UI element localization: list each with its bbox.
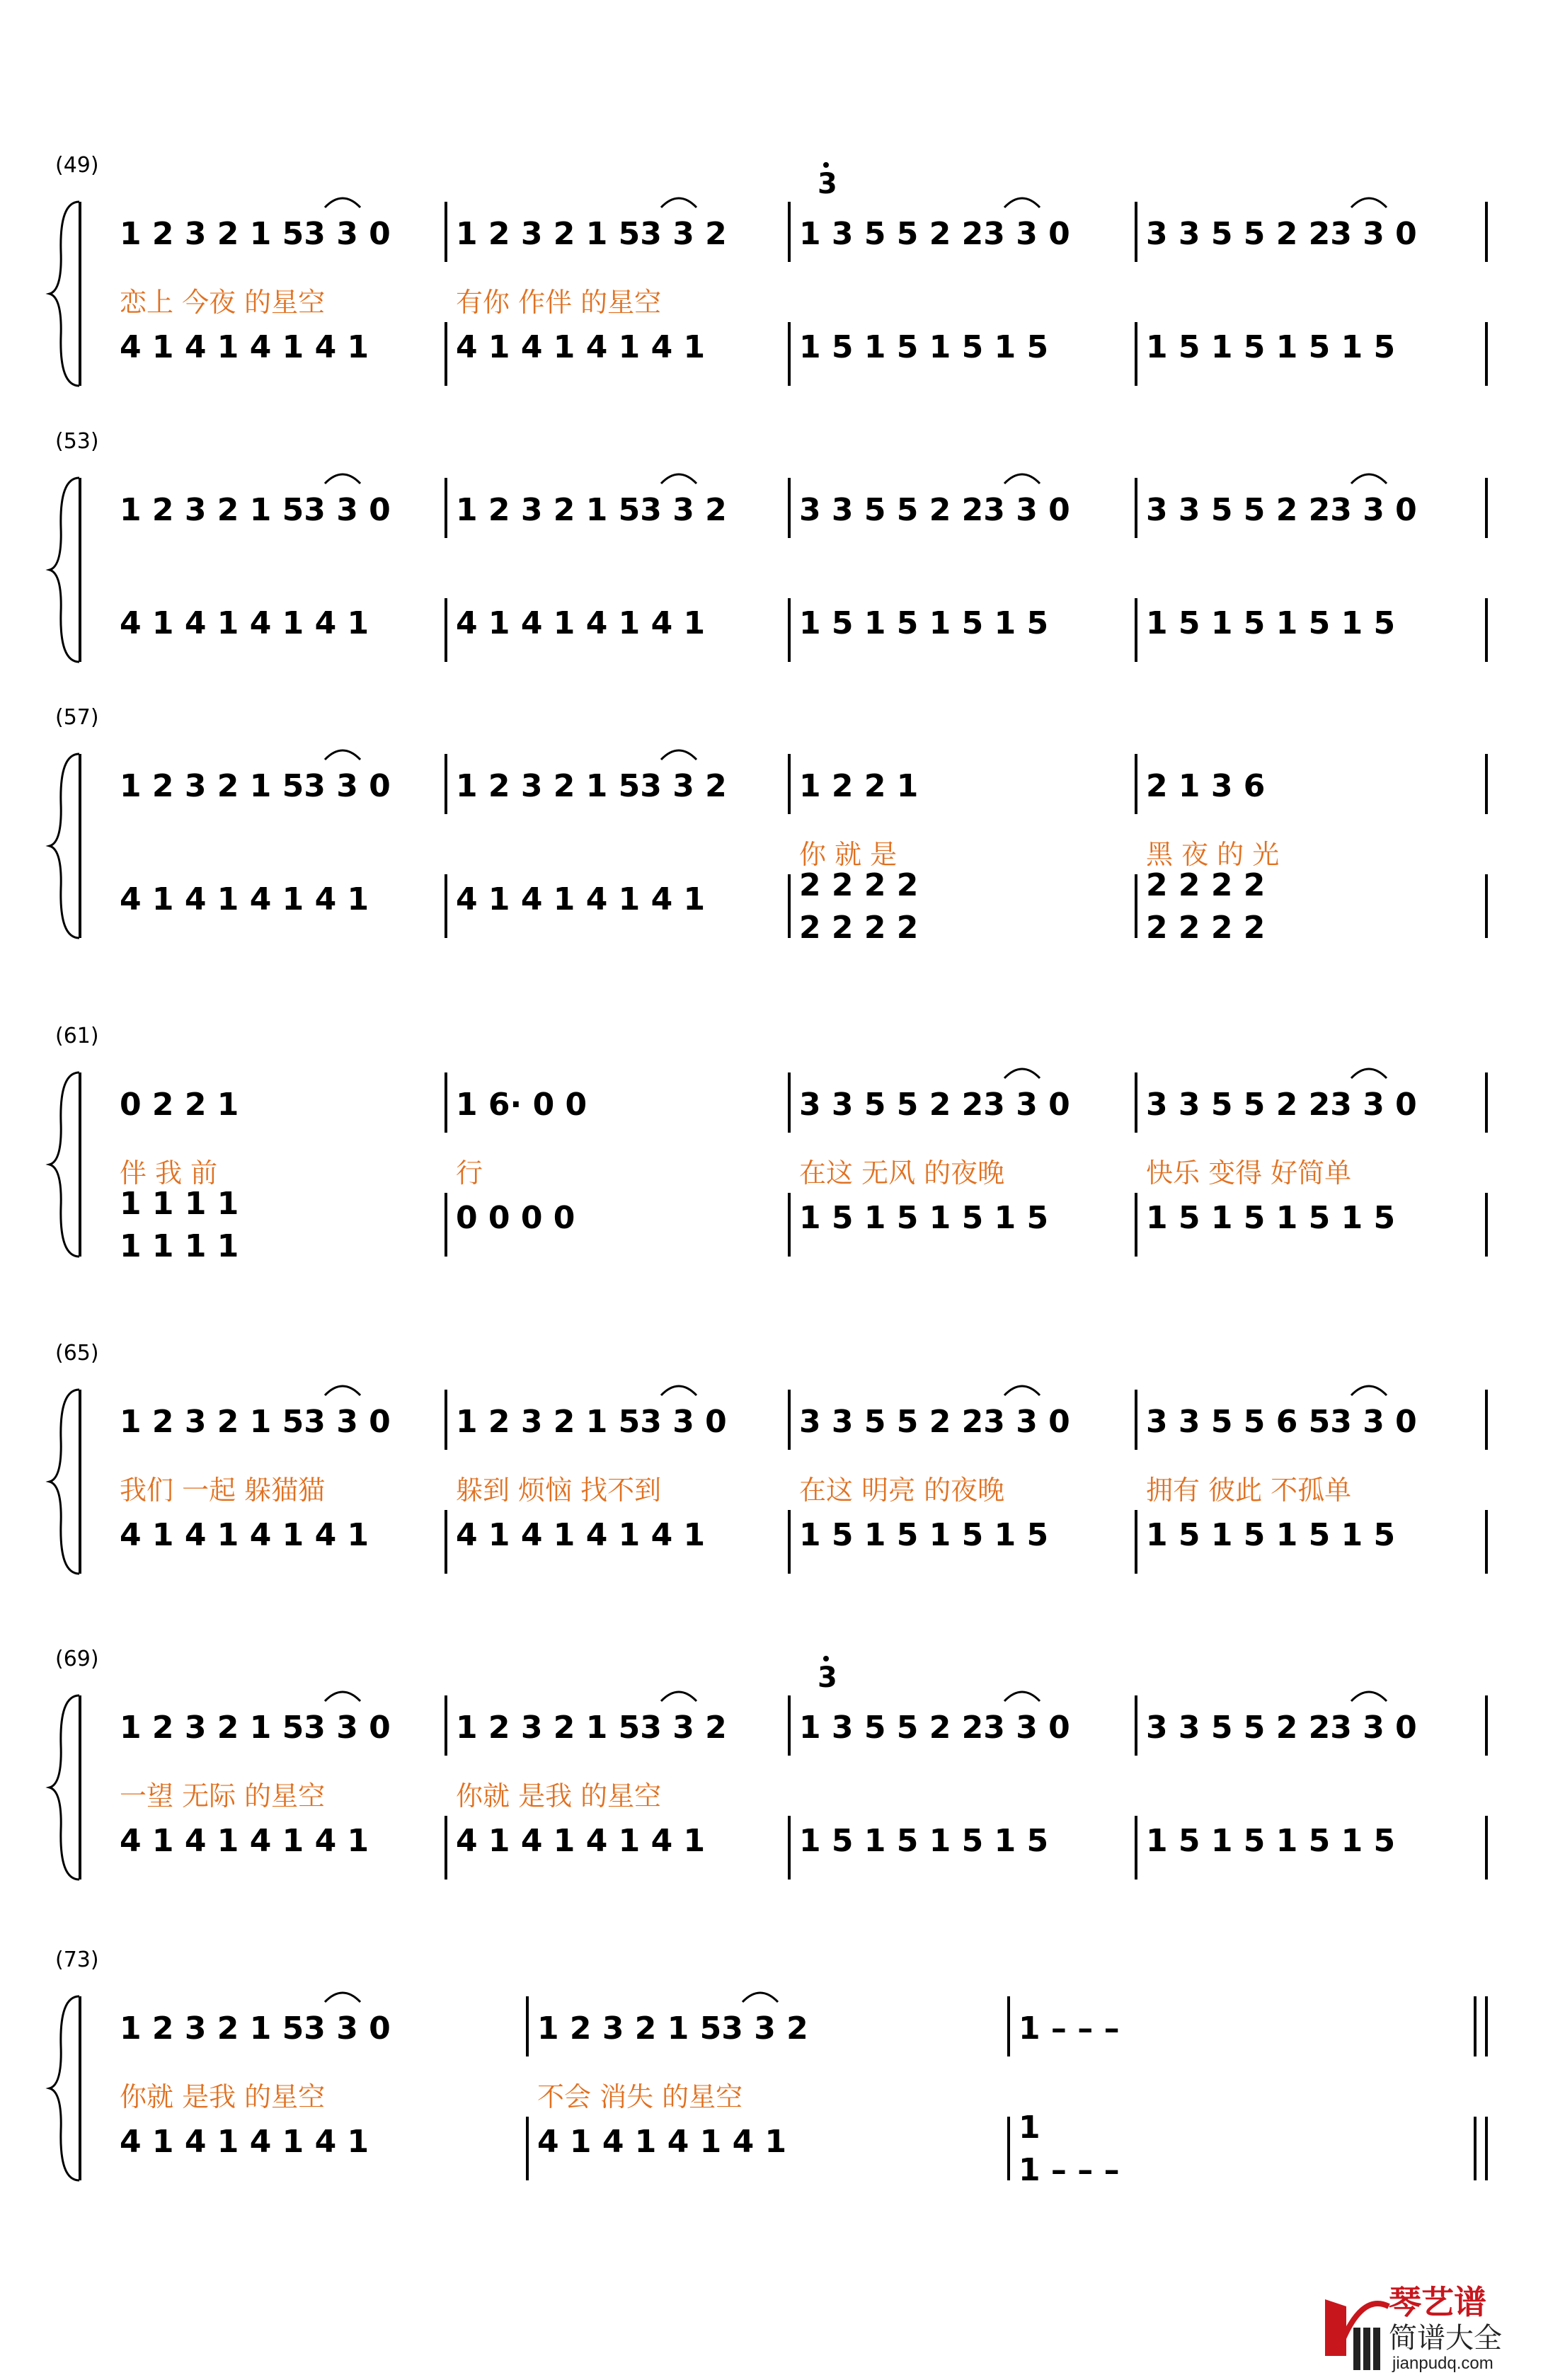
bass-notes-upper: 1 [1019,2110,1040,2146]
melody-notes: 0 2 2 1 [120,1087,239,1123]
tie-arc [325,750,360,760]
melody-notes: 1 2 3 2 1 53 3 0 [120,768,391,804]
lyric-line: 在这 明亮 的夜晚 [799,1475,1005,1506]
melody-notes: 1 2 3 2 1 53 3 0 [120,2010,391,2047]
tie-arc [325,1993,360,2002]
tie-arc [1004,474,1040,484]
system-brace [50,1996,79,2180]
system-brace [50,1695,79,1880]
melody-notes: 1 2 3 2 1 53 3 0 [120,1710,391,1746]
tie-arc [661,1386,696,1395]
watermark-logo [1318,2278,1544,2374]
lyric-line: 你就 是我 的星空 [456,1780,662,1812]
lyric-line: 行 [456,1157,483,1189]
lyric-line: 有你 作伴 的星空 [456,287,662,318]
watermark-name: 简谱大全 [1389,2323,1502,2354]
melody-notes: 3 3 5 5 2 23 3 0 [799,1404,1070,1440]
lyric-line: 拥有 彼此 不孤单 [1146,1475,1352,1506]
melody-notes: 1 3 5 5 2 23 3 0 [799,1710,1070,1746]
bass-notes: 4 1 4 1 4 1 4 1 [120,1823,369,1859]
tie-arc [743,1993,778,2002]
measure-number-label: (73) [55,1947,99,1972]
bass-notes: 1 5 1 5 1 5 1 5 [1146,1823,1396,1859]
tie-arc [1351,1692,1387,1701]
bass-notes: 1 1 1 1 [120,1228,239,1264]
melody-notes: 1 2 2 1 [799,768,919,804]
lyric-line: 恋上 今夜 的星空 [120,287,326,318]
tie-arc [1351,1386,1387,1395]
bass-notes: 2 2 2 2 [1146,910,1266,946]
bass-notes: 4 1 4 1 4 1 4 1 [537,2124,787,2160]
system-brace [50,478,79,662]
lyric-line: 躲到 烦恼 找不到 [456,1475,662,1506]
bass-notes-upper: 1 1 1 1 [120,1186,239,1222]
tie-arc [661,1692,696,1701]
bass-notes-upper: 2 2 2 2 [1146,867,1266,903]
melody-notes: 1 3 5 5 2 23 3 0 [799,216,1070,252]
tie-arc [661,474,696,484]
lyric-line: 你就 是我 的星空 [120,2081,326,2112]
lyric-line: 在这 无风 的夜晚 [799,1157,1005,1189]
tie-arc [661,750,696,760]
tie-arc [1004,198,1040,207]
melody-notes: 1 2 3 2 1 53 3 2 [456,492,727,528]
bass-notes: 4 1 4 1 4 1 4 1 [120,605,369,641]
tie-arc [1351,474,1387,484]
bass-notes: 4 1 4 1 4 1 4 1 [120,881,369,917]
octave-dot [823,1656,829,1661]
melody-notes: 1 2 3 2 1 53 3 0 [456,1404,727,1440]
melody-notes: 1 2 3 2 1 53 3 0 [120,216,391,252]
melody-notes: 1 2 3 2 1 53 3 2 [456,216,727,252]
upper-note: 3 [818,168,837,200]
melody-notes: 1 – – – [1019,2010,1120,2047]
melody-notes: 1 2 3 2 1 53 3 0 [120,492,391,528]
measure-number-label: (57) [55,705,99,730]
melody-notes: 1 6· 0 0 [456,1087,587,1123]
measure-number-label: (69) [55,1647,99,1671]
lyric-line: 不会 消失 的星空 [537,2081,743,2112]
measure-number-label: (53) [55,429,99,454]
melody-notes: 3 3 5 5 2 23 3 0 [1146,1710,1417,1746]
measure-number-label: (65) [55,1341,99,1366]
piano-logo-icon [1318,2278,1544,2374]
tie-arc [661,198,696,207]
bass-notes-upper: 2 2 2 2 [799,867,919,903]
bass-notes: 1 5 1 5 1 5 1 5 [799,605,1049,641]
bass-notes: 4 1 4 1 4 1 4 1 [120,2124,369,2160]
melody-notes: 3 3 5 5 2 23 3 0 [1146,492,1417,528]
melody-notes: 3 3 5 5 2 23 3 0 [799,1087,1070,1123]
bass-notes: 1 5 1 5 1 5 1 5 [799,1517,1049,1553]
tie-arc [1004,1386,1040,1395]
melody-notes: 3 3 5 5 2 23 3 0 [1146,1087,1417,1123]
lyric-line: 快乐 变得 好简单 [1146,1157,1352,1189]
bass-notes: 0 0 0 0 [456,1200,575,1236]
bass-notes: 1 5 1 5 1 5 1 5 [1146,1200,1396,1236]
bass-notes: 4 1 4 1 4 1 4 1 [456,881,706,917]
bass-notes: 1 5 1 5 1 5 1 5 [1146,1517,1396,1553]
bass-notes: 1 5 1 5 1 5 1 5 [1146,605,1396,641]
melody-notes: 1 2 3 2 1 53 3 2 [456,1710,727,1746]
lyric-line: 你 就 是 [799,839,898,870]
system-brace [50,1390,79,1574]
bass-notes: 1 5 1 5 1 5 1 5 [799,1200,1049,1236]
tie-arc [1351,1069,1387,1078]
bass-notes: 4 1 4 1 4 1 4 1 [120,1517,369,1553]
system-brace [50,202,79,386]
measure-number-label: (61) [55,1024,99,1048]
lyric-line: 伴 我 前 [120,1157,218,1189]
lyric-line: 一望 无际 的星空 [120,1780,326,1812]
octave-dot [823,162,829,168]
system-brace [50,1072,79,1257]
tie-arc [325,198,360,207]
melody-notes: 1 2 3 2 1 53 3 0 [120,1404,391,1440]
tie-arc [325,1386,360,1395]
lyric-line: 我们 一起 躲猫猫 [120,1475,326,1506]
tie-arc [1004,1069,1040,1078]
melody-notes: 1 2 3 2 1 53 3 2 [456,768,727,804]
bass-notes: 4 1 4 1 4 1 4 1 [120,329,369,365]
bass-notes: 1 5 1 5 1 5 1 5 [799,1823,1049,1859]
melody-notes: 3 3 5 5 2 23 3 0 [799,492,1070,528]
bass-notes: 4 1 4 1 4 1 4 1 [456,1517,706,1553]
bass-notes: 1 5 1 5 1 5 1 5 [1146,329,1396,365]
tie-arc [1004,1692,1040,1701]
bass-notes: 1 5 1 5 1 5 1 5 [799,329,1049,365]
lyric-line: 黑 夜 的 光 [1146,839,1280,870]
system-brace [50,754,79,938]
tie-arc [325,1692,360,1701]
melody-notes: 1 2 3 2 1 53 3 2 [537,2010,808,2047]
measure-number-label: (49) [55,153,99,178]
bass-notes: 4 1 4 1 4 1 4 1 [456,605,706,641]
tie-arc [325,474,360,484]
upper-note: 3 [818,1661,837,1694]
melody-notes: 3 3 5 5 6 53 3 0 [1146,1404,1417,1440]
watermark-url: jianpudq.com [1392,2354,1493,2373]
bass-notes: 2 2 2 2 [799,910,919,946]
tie-arc [1351,198,1387,207]
melody-notes: 2 1 3 6 [1146,768,1266,804]
watermark-brand: 琴艺谱 [1389,2284,1486,2321]
bass-notes: 1 – – – [1019,2152,1120,2188]
melody-notes: 3 3 5 5 2 23 3 0 [1146,216,1417,252]
bass-notes: 4 1 4 1 4 1 4 1 [456,1823,706,1859]
bass-notes: 4 1 4 1 4 1 4 1 [456,329,706,365]
